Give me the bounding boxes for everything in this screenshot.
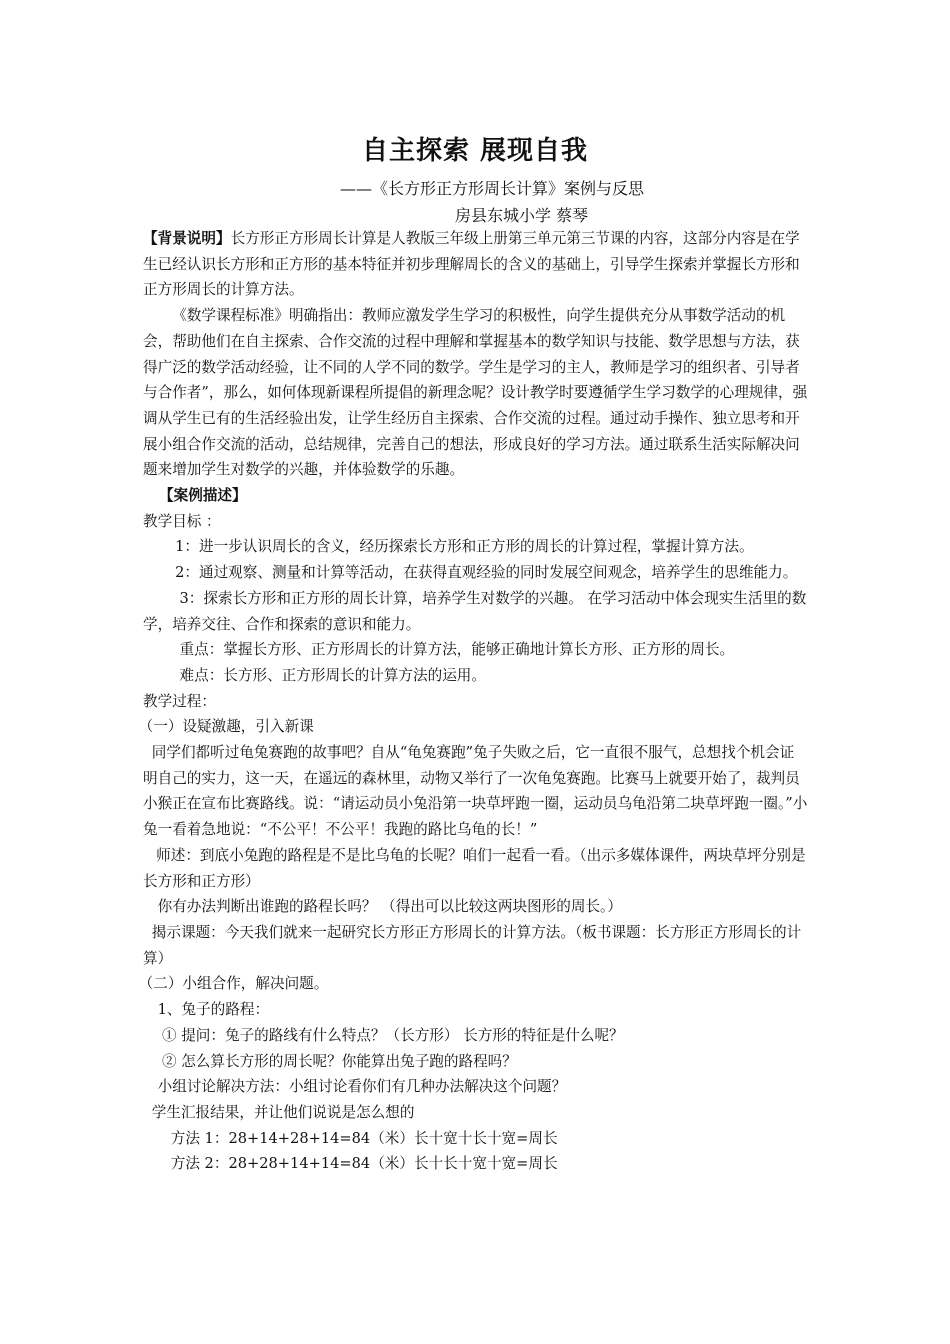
process-label: 教学过程： [143, 692, 216, 710]
step-2-heading: （二）小组合作，解决问题。 [138, 975, 329, 993]
background-paragraph [143, 226, 808, 303]
report-line: 学生汇报结果，并让他们说说是怎么想的 [151, 1103, 415, 1121]
document-subtitle: ——《长方形正方形周长计算》案例与反思 [340, 179, 645, 198]
ask-paragraph: 你有办法判断出谁跑的路程长吗？ （得出可以比较这两块图形的周长。） [157, 898, 622, 916]
method-2: 方法 2：28+28+14+14=84（米）长十长十宽十宽=周长 [170, 1155, 558, 1173]
document-body [138, 226, 808, 1177]
question-1: ① 提问：兔子的路线有什么特点？（长方形） 长方形的特征是什么呢？ [161, 1026, 624, 1044]
curriculum-paragraph: 《数学课程标准》明确指出：教师应激发学生学习的积极性，向学生提供充分从事数学活动的机会，帮助他们在自主探索、合作交流的过程中理解和掌握基本的数学知识与技能、数学思想与方法，获得广泛的数学活动经验，让不同的人学不同的数学。学生是学习的主人，教师是学习的组织者、引导者与合作者”，那么，如何体现新课程所提倡的新理念呢？设计教学时要遵循学生学习数学的心理规律，强调从学生已有的生活经验出发，让学生经历自主探索、合作交流的过程。通过动手操作、独立思考和开展小组合作交流的活动，总结规律，完善自己的想法，形成良好的学习方法。通过联系生活实际解决问题来增加学生对数学的兴趣，并体验数学的乐趣。 [143, 307, 808, 479]
key-point: 重点：掌握长方形、正方形周长的计算方法，能够正确地计算长方形、正方形的周长。 [179, 641, 735, 659]
reveal-paragraph: 揭示课题：今天我们就来一起研究长方形正方形周长的计算方法。（板书课题：长方形正方形周长的计算） [143, 923, 802, 967]
rabbit-heading: 1、兔子的路程： [157, 1001, 270, 1019]
story-paragraph: 同学们都听过龟兔赛跑的故事吧？自从“龟兔赛跑”兔子失败之后，它一直很不服气，总想找个机会证明自己的实力，这一天，在遥远的森林里，动物又举行了一次龟兔赛跑。比赛马上就要开始了，裁判员小猴正在宣布比赛路线。说：“请运动员小兔沿第一块草坪跑一圈，运动员乌龟沿第二块草坪跑一圈。”小兔一看着急地说：“不公平！不公平！我跑的路比乌龟的长！” [143, 744, 808, 839]
goal-1: 1：进一步认识周长的含义，经历探索长方形和正方形的周长的计算过程，掌握计算方法。 [175, 538, 754, 556]
goals-label: 教学目标 ： [143, 512, 221, 530]
background-text: 长方形正方形周长计算是人教版三年级上册第三单元第三节课的内容，这部分内容是在学生已经认识长方形和正方形的基本特征并初步理解周长的含义的基础上，引导学生探索并掌握长方形和正方形周长的计算方法。 [143, 230, 800, 299]
background-label: 【背景说明】 [143, 230, 231, 247]
difficulty-point: 难点：长方形、正方形周长的计算方法的运用。 [179, 666, 486, 684]
discuss-line: 小组讨论解决方法：小组讨论看你们有几种办法解决这个问题？ [157, 1078, 567, 1096]
goal-3: 3：探索长方形和正方形的周长计算，培养学生对数学的兴趣。 在学习活动中体会现实生活里的数学，培养交往、合作和探索的意识和能力。 [143, 589, 807, 633]
author-line: 房县东城小学 蔡琴 [455, 206, 589, 225]
goal-2: 2：通过观察、测量和计算等活动，在获得直观经验的同时发展空间观念，培养学生的思维能力。 [175, 564, 798, 582]
document-title: 自主探索 展现自我 [361, 136, 589, 166]
teacher-paragraph: 师述：到底小兔跑的路程是不是比乌龟的长呢？咱们一起看一看。（出示多媒体课件，两块草坪分别是长方形和正方形） [143, 846, 806, 890]
case-label: 【案例描述】 [159, 487, 247, 505]
question-2: ② 怎么算长方形的周长呢？你能算出兔子跑的路程吗？ [161, 1052, 517, 1070]
method-1: 方法 1：28+14+28+14=84（米）长十宽十长十宽=周长 [170, 1129, 558, 1147]
step-1-heading: （一）设疑激趣，引入新课 [138, 718, 314, 736]
